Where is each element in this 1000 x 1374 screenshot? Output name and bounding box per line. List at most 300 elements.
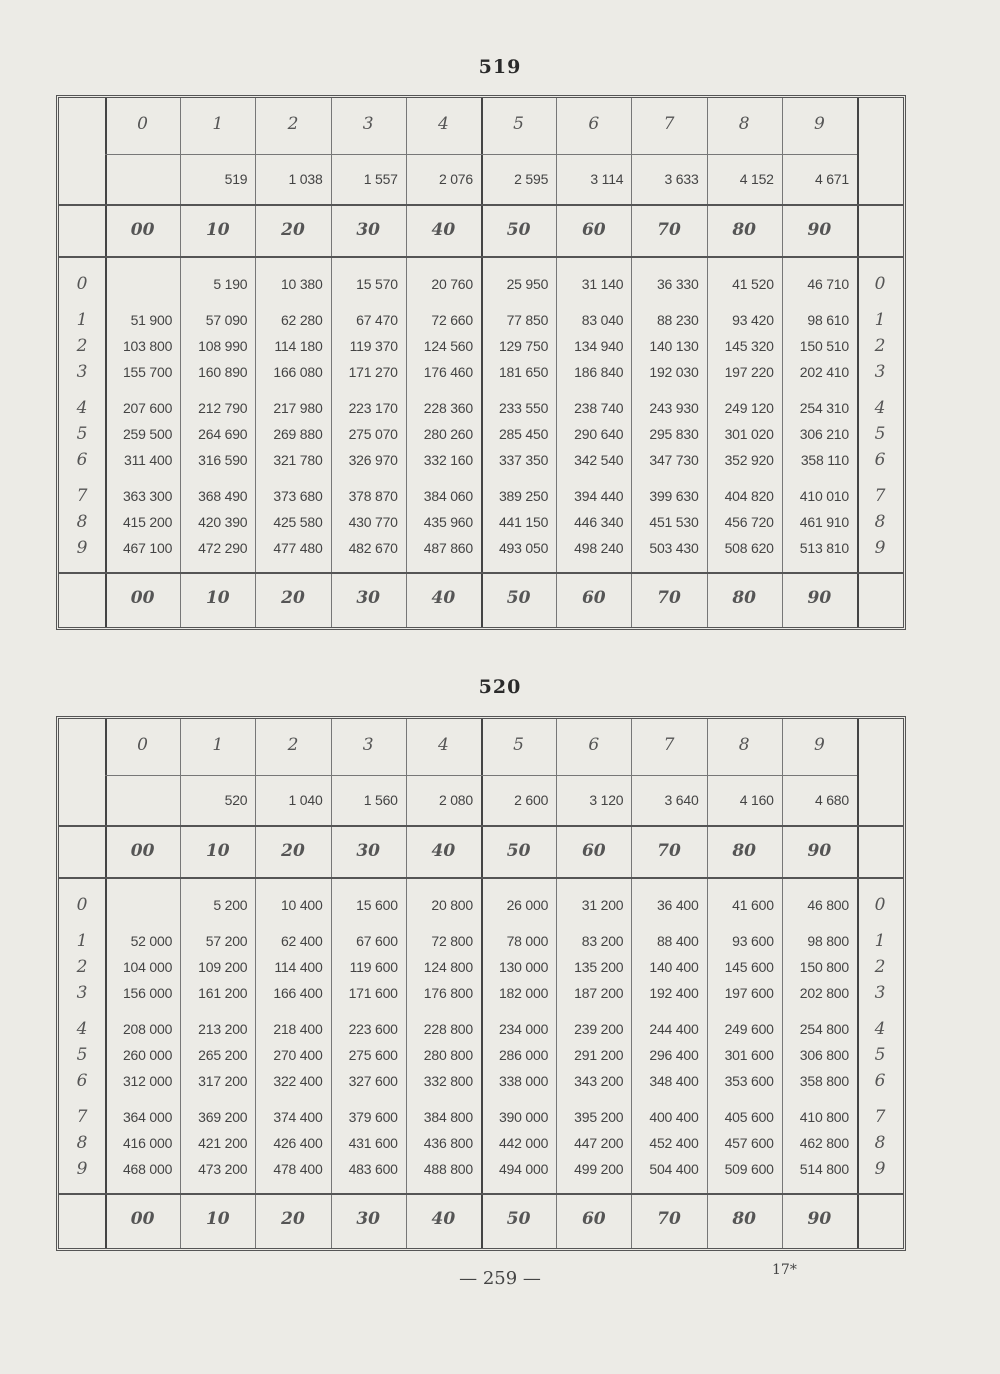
table-cell: 259 500 [122,426,173,442]
table-cell: 119 600 [349,959,398,975]
table-cell: 5 190 [213,276,248,292]
table-cell: 223 600 [348,1021,398,1037]
multiple-value: 1 038 [288,171,323,187]
table-cell: 472 290 [198,540,248,556]
table-cell: 312 000 [122,1073,173,1089]
table-cell: 301 600 [724,1047,774,1063]
row-label-right: 0 [874,274,886,294]
header-digit: 6 [588,735,600,755]
row-label-left: 4 [76,398,88,418]
table-cell: 218 400 [273,1021,323,1037]
tens-header: 00 [130,220,155,240]
multiple-value: 2 595 [514,171,549,187]
table-cell: 36 330 [656,276,699,292]
table-cell: 25 950 [506,276,549,292]
table-cell: 202 800 [799,985,849,1001]
table-cell: 498 240 [574,540,624,556]
table-cell: 20 760 [431,276,473,292]
table-cell: 67 600 [356,933,398,949]
tens-header: 90 [807,220,832,240]
table-cell: 509 600 [724,1161,774,1177]
table-cell: 442 000 [498,1135,549,1151]
tens-footer: 80 [732,588,757,608]
tens-header: 30 [356,220,381,240]
tens-footer: 00 [130,588,155,608]
table-cell: 379 600 [348,1109,398,1125]
tens-header: 00 [130,841,155,861]
signature-mark: 17* [772,1262,797,1278]
tens-footer: 00 [130,1209,155,1229]
table-cell: 31 140 [581,276,624,292]
table-cell: 425 580 [273,514,323,530]
table-cell: 358 800 [799,1073,849,1089]
table-cell: 451 530 [649,514,699,530]
multiple-value: 3 120 [589,792,624,808]
table-cell: 52 000 [130,933,173,949]
table-cell: 373 680 [273,488,323,504]
table-cell: 254 310 [799,400,849,416]
tens-header: 40 [431,841,456,861]
table-cell: 46 710 [807,276,849,292]
table-cell: 249 600 [724,1021,774,1037]
table-cell: 265 200 [198,1047,248,1063]
multiplication-table-519 [56,95,906,630]
table-cell: 41 520 [732,276,774,292]
header-digit: 7 [663,114,675,134]
row-label-left: 5 [76,1045,88,1065]
row-label-right: 6 [874,1071,886,1091]
tens-footer: 10 [205,588,230,608]
tens-footer: 50 [506,588,531,608]
table-cell: 51 900 [130,312,173,328]
table-cell: 156 000 [122,985,173,1001]
grid-line [59,877,903,879]
table-cell: 15 570 [356,276,398,292]
table-cell: 378 870 [348,488,398,504]
table-cell: 395 200 [574,1109,624,1125]
row-label-left: 7 [76,1107,88,1127]
row-label-left: 0 [76,274,88,294]
table-cell: 275 600 [348,1047,398,1063]
table-cell: 468 000 [122,1161,173,1177]
table-cell: 269 880 [273,426,323,442]
row-label-left: 5 [76,424,88,444]
table-cell: 182 000 [498,985,549,1001]
table-cell: 327 600 [348,1073,398,1089]
header-digit: 3 [362,114,374,134]
table-cell: 129 750 [498,338,549,354]
table-cell: 192 030 [649,364,699,380]
multiple-value: 3 114 [590,171,624,187]
tens-footer: 90 [807,1209,832,1229]
tens-header: 10 [205,220,230,240]
table-cell: 244 400 [649,1021,699,1037]
row-label-left: 3 [76,362,88,382]
row-label-left: 6 [76,450,88,470]
table-cell: 343 200 [574,1073,624,1089]
table-cell: 243 930 [649,400,699,416]
tens-footer: 40 [431,1209,456,1229]
row-label-left: 2 [76,957,88,977]
row-label-right: 2 [874,336,886,356]
table-cell: 280 800 [423,1047,473,1063]
table-cell: 83 040 [581,312,624,328]
table-cell: 405 600 [724,1109,774,1125]
table-cell: 239 200 [574,1021,624,1037]
table-cell: 233 550 [498,400,549,416]
row-label-left: 0 [76,895,88,915]
table-cell: 57 200 [205,933,248,949]
table-cell: 338 000 [498,1073,549,1089]
table-cell: 228 360 [423,400,473,416]
row-label-right: 7 [874,486,886,506]
multiple-value: 2 076 [438,171,473,187]
table-cell: 473 200 [198,1161,248,1177]
table-cell: 36 400 [656,897,699,913]
table-cell: 426 400 [273,1135,323,1151]
table-cell: 270 400 [273,1047,323,1063]
table-cell: 482 670 [348,540,398,556]
table-cell: 93 600 [732,933,774,949]
table-title: 519 [478,56,522,78]
table-cell: 431 600 [348,1135,398,1151]
tens-footer: 50 [506,1209,531,1229]
multiple-value: 2 080 [438,792,473,808]
table-cell: 358 110 [800,452,849,468]
header-digit: 6 [588,114,600,134]
grid-line [59,256,903,258]
table-cell: 420 390 [198,514,248,530]
table-cell: 114 180 [274,338,323,354]
header-digit: 8 [738,735,750,755]
table-cell: 197 600 [724,985,774,1001]
tens-header: 80 [732,220,757,240]
table-cell: 228 800 [423,1021,473,1037]
table-cell: 155 700 [122,364,173,380]
table-cell: 93 420 [732,312,774,328]
multiple-value: 1 560 [363,792,398,808]
table-cell: 394 440 [574,488,624,504]
table-cell: 321 780 [273,452,323,468]
tens-footer: 30 [356,588,381,608]
table-cell: 140 400 [649,959,699,975]
tens-header: 70 [657,220,681,240]
header-digit: 0 [137,114,148,134]
table-cell: 254 800 [799,1021,849,1037]
header-digit: 9 [813,114,825,134]
row-label-right: 5 [874,1045,886,1065]
table-cell: 508 620 [724,540,774,556]
table-cell: 62 400 [280,933,323,949]
table-cell: 322 400 [273,1073,323,1089]
table-cell: 124 800 [423,959,473,975]
table-cell: 26 000 [506,897,549,913]
tens-footer: 20 [281,1209,305,1229]
table-cell: 171 270 [348,364,398,380]
table-cell: 295 830 [649,426,699,442]
table-cell: 316 590 [198,452,248,468]
table-cell: 326 970 [348,452,398,468]
table-cell: 104 000 [122,959,173,975]
table-cell: 213 200 [198,1021,248,1037]
multiple-value: 2 600 [514,792,549,808]
table-cell: 72 660 [431,312,473,328]
table-cell: 311 400 [124,452,173,468]
tens-footer: 70 [657,588,681,608]
table-cell: 166 400 [273,985,323,1001]
row-label-right: 8 [874,1133,886,1153]
table-cell: 436 800 [423,1135,473,1151]
table-cell: 430 770 [348,514,398,530]
table-cell: 62 280 [280,312,323,328]
table-cell: 181 650 [498,364,549,380]
table-cell: 108 990 [198,338,248,354]
table-cell: 435 960 [423,514,473,530]
table-cell: 488 800 [423,1161,473,1177]
table-cell: 332 160 [423,452,473,468]
table-cell: 410 800 [799,1109,849,1125]
header-digit: 2 [287,114,299,134]
row-label-right: 4 [874,398,886,418]
multiple-value: 4 680 [814,792,849,808]
tens-header: 60 [581,841,606,861]
tens-footer: 70 [657,1209,681,1229]
tens-header: 90 [807,841,832,861]
table-cell: 384 060 [423,488,473,504]
tens-footer: 80 [732,1209,757,1229]
table-cell: 514 800 [799,1161,849,1177]
table-cell: 337 350 [498,452,549,468]
table-cell: 461 910 [799,514,849,530]
table-cell: 301 020 [724,426,774,442]
grid-line [105,775,857,776]
table-cell: 238 740 [574,400,624,416]
table-cell: 145 600 [724,959,774,975]
table-cell: 114 400 [274,959,323,975]
tens-footer: 40 [431,588,456,608]
table-cell: 119 370 [349,338,398,354]
row-label-right: 1 [874,931,886,951]
table-cell: 166 080 [273,364,323,380]
header-digit: 9 [813,735,825,755]
table-cell: 140 130 [649,338,699,354]
header-digit: 7 [663,735,675,755]
table-cell: 399 630 [649,488,699,504]
table-cell: 353 600 [724,1073,774,1089]
multiple-value: 1 557 [363,171,398,187]
row-label-left: 7 [76,486,88,506]
multiple-value: 4 671 [814,171,849,187]
tens-footer: 30 [356,1209,381,1229]
table-cell: 98 610 [807,312,849,328]
table-cell: 192 400 [649,985,699,1001]
tens-header: 70 [657,841,681,861]
table-cell: 452 400 [649,1135,699,1151]
row-label-right: 3 [874,983,886,1003]
table-cell: 280 260 [423,426,473,442]
table-cell: 249 120 [724,400,774,416]
table-cell: 342 540 [574,452,624,468]
row-label-right: 8 [874,512,886,532]
table-cell: 207 600 [122,400,173,416]
row-label-right: 4 [874,1019,886,1039]
multiple-value: 519 [224,171,248,187]
header-digit: 5 [513,114,524,134]
table-cell: 286 000 [498,1047,549,1063]
table-cell: 306 800 [799,1047,849,1063]
tens-header: 60 [581,220,606,240]
table-cell: 67 470 [356,312,398,328]
header-digit: 0 [137,735,148,755]
row-label-right: 1 [874,310,886,330]
table-cell: 421 200 [198,1135,248,1151]
table-cell: 217 980 [273,400,323,416]
tens-header: 40 [431,220,456,240]
row-label-left: 8 [76,1133,88,1153]
header-digit: 8 [738,114,750,134]
grid-line [59,204,903,206]
table-cell: 441 150 [498,514,549,530]
row-label-left: 1 [76,310,88,330]
table-cell: 332 800 [423,1073,473,1089]
grid-line [59,572,903,574]
table-cell: 171 600 [348,985,398,1001]
row-label-right: 3 [874,362,886,382]
multiple-value: 520 [224,792,248,808]
header-digit: 5 [513,735,524,755]
table-cell: 145 320 [724,338,774,354]
table-cell: 150 510 [799,338,849,354]
table-cell: 187 200 [574,985,624,1001]
table-cell: 374 400 [273,1109,323,1125]
table-cell: 134 940 [574,338,624,354]
row-label-right: 6 [874,450,886,470]
table-cell: 31 200 [581,897,624,913]
table-cell: 456 720 [724,514,774,530]
row-label-left: 3 [76,983,88,1003]
header-digit: 1 [212,114,224,134]
tens-header: 50 [506,220,531,240]
table-cell: 504 400 [649,1161,699,1177]
table-cell: 306 210 [799,426,849,442]
grid-line [105,154,857,155]
table-cell: 208 000 [122,1021,173,1037]
table-cell: 499 200 [574,1161,624,1177]
grid-line [59,1193,903,1195]
table-cell: 57 090 [205,312,248,328]
table-cell: 467 100 [122,540,173,556]
table-title: 520 [478,676,522,698]
table-cell: 348 400 [649,1073,699,1089]
table-cell: 285 450 [498,426,549,442]
table-cell: 416 000 [122,1135,173,1151]
table-cell: 477 480 [273,540,323,556]
table-cell: 176 460 [423,364,473,380]
row-label-right: 2 [874,957,886,977]
row-label-left: 1 [76,931,88,951]
tens-header: 20 [281,841,305,861]
table-cell: 389 250 [498,488,549,504]
table-cell: 275 070 [348,426,398,442]
table-cell: 41 600 [732,897,774,913]
table-cell: 483 600 [348,1161,398,1177]
table-cell: 415 200 [122,514,173,530]
table-cell: 78 000 [506,933,549,949]
table-cell: 264 690 [198,426,248,442]
header-digit: 4 [437,114,449,134]
table-cell: 462 800 [799,1135,849,1151]
table-cell: 77 850 [506,312,549,328]
table-cell: 223 170 [348,400,398,416]
table-cell: 400 400 [649,1109,699,1125]
multiple-value: 4 152 [739,171,774,187]
table-cell: 98 800 [807,933,849,949]
table-cell: 291 200 [574,1047,624,1063]
table-cell: 83 200 [581,933,624,949]
table-cell: 20 800 [431,897,473,913]
multiple-value: 3 640 [664,792,699,808]
table-cell: 46 800 [807,897,849,913]
table-cell: 10 380 [280,276,323,292]
tens-footer: 60 [581,588,606,608]
table-cell: 390 000 [498,1109,549,1125]
header-digit: 1 [212,735,224,755]
table-cell: 317 200 [198,1073,248,1089]
row-label-left: 6 [76,1071,88,1091]
table-cell: 478 400 [273,1161,323,1177]
header-digit: 4 [437,735,449,755]
tens-header: 10 [205,841,230,861]
table-cell: 176 800 [423,985,473,1001]
table-cell: 368 490 [198,488,248,504]
table-cell: 410 010 [799,488,849,504]
tens-header: 30 [356,841,381,861]
table-cell: 513 810 [799,540,849,556]
tens-footer: 60 [581,1209,606,1229]
table-cell: 88 400 [656,933,699,949]
table-cell: 503 430 [649,540,699,556]
table-cell: 186 840 [574,364,624,380]
row-label-right: 0 [874,895,886,915]
table-cell: 446 340 [574,514,624,530]
table-cell: 290 640 [574,426,624,442]
header-digit: 3 [362,735,374,755]
row-label-right: 7 [874,1107,886,1127]
row-label-left: 8 [76,512,88,532]
row-label-left: 9 [76,538,88,558]
table-cell: 493 050 [498,540,549,556]
table-cell: 260 000 [122,1047,173,1063]
table-cell: 352 920 [724,452,774,468]
multiple-value: 1 040 [288,792,323,808]
table-cell: 369 200 [198,1109,248,1125]
table-cell: 296 400 [649,1047,699,1063]
table-cell: 487 860 [423,540,473,556]
row-label-left: 4 [76,1019,88,1039]
row-label-right: 9 [874,538,886,558]
table-cell: 15 600 [356,897,398,913]
tens-header: 80 [732,841,757,861]
table-cell: 72 800 [431,933,473,949]
tens-footer: 90 [807,588,832,608]
table-cell: 404 820 [724,488,774,504]
table-cell: 103 800 [122,338,173,354]
table-cell: 457 600 [724,1135,774,1151]
table-cell: 384 800 [423,1109,473,1125]
table-cell: 135 200 [574,959,624,975]
table-cell: 234 000 [498,1021,549,1037]
page-number: — 259 — [459,1268,541,1289]
